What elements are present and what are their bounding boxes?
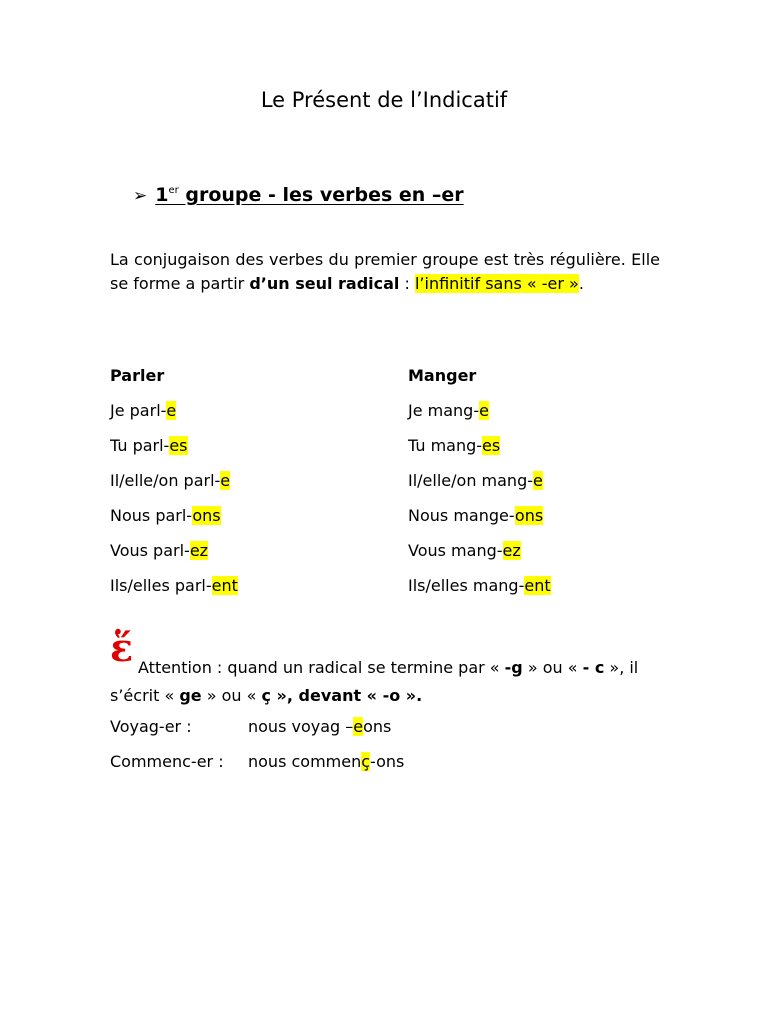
stem: Ils/elles parl- (110, 576, 212, 595)
ending: e (533, 471, 543, 490)
attention-text: Attention : quand un radical se termine par « (138, 658, 505, 677)
page-title: Le Présent de l’Indicatif (260, 88, 508, 112)
ending: ez (189, 541, 209, 560)
ending: e (479, 401, 489, 420)
intro-highlight: l’infinitif sans « -er » (414, 274, 579, 293)
example-highlight: e (353, 717, 364, 736)
ending: ent (211, 576, 238, 595)
stem: Tu mang- (408, 436, 483, 455)
heading-number: 1 (155, 184, 169, 206)
stem: Vous parl- (110, 541, 190, 560)
intro-text-1: La conjugaison des verbes du premier groupe est très régulière. Elle se forme a partir (110, 250, 660, 293)
attention-text: ». (400, 686, 423, 705)
ending: e (166, 401, 177, 420)
intro-text-2: : (399, 274, 415, 293)
example-row (110, 752, 404, 771)
parler-header: Parler (110, 366, 165, 385)
attention-text: », il s’écrit « (110, 658, 639, 705)
example-after: -ons (370, 752, 405, 771)
conjugation-row (408, 540, 551, 575)
stem: Je parl- (110, 401, 167, 420)
warning-symbol-icon: ἕ (110, 625, 134, 670)
example-after: ons (363, 717, 392, 736)
example-highlight: ç (361, 752, 371, 771)
attention-text: » ou « (201, 686, 262, 705)
ending: es (169, 436, 188, 455)
section-heading (133, 184, 464, 206)
attention-bold: -o (382, 686, 401, 705)
conjugation-row (408, 575, 551, 610)
conjugation-row (408, 435, 551, 470)
stem: Ils/elles mang- (408, 576, 525, 595)
conjugation-row (110, 400, 238, 435)
conjugation-row (110, 470, 238, 505)
stem: Nous parl- (110, 506, 193, 525)
attention-bold: - c (582, 658, 605, 677)
ending: ent (524, 576, 551, 595)
ending: e (220, 471, 231, 490)
conjugation-row (110, 540, 238, 575)
attention-bold: ç (261, 686, 271, 705)
conjugation-row (110, 505, 238, 540)
intro-end: . (578, 274, 584, 293)
conjugation-row (408, 400, 551, 435)
stem: Il/elle/on mang- (408, 471, 533, 490)
example-verb: Commenc-er : (110, 752, 224, 771)
conjugation-row (408, 505, 551, 540)
arrow-bullet-icon: ➢ (133, 186, 148, 206)
example-before: nous commen (248, 752, 362, 771)
attention-bold: -g (504, 658, 523, 677)
attention-bold: ge (179, 686, 202, 705)
example-verb: Voyag-er : (110, 717, 192, 736)
parler-column (110, 365, 238, 610)
heading-text: groupe - les verbes en –er (178, 184, 464, 206)
ending: es (482, 436, 501, 455)
example-before: nous voyag – (248, 717, 354, 736)
conjugation-row (408, 470, 551, 505)
ending: ons (514, 506, 544, 525)
attention-note (110, 654, 660, 710)
stem: Nous mange- (408, 506, 515, 525)
attention-text: », devant « (270, 686, 383, 705)
stem: Tu parl- (110, 436, 170, 455)
manger-column (408, 365, 551, 610)
conjugation-row (110, 575, 238, 610)
ending: ez (502, 541, 521, 560)
stem: Vous mang- (408, 541, 503, 560)
heading-superscript: er (168, 185, 179, 196)
ending: ons (192, 506, 221, 525)
example-row (110, 717, 391, 736)
stem: Il/elle/on parl- (110, 471, 221, 490)
conjugation-row (110, 435, 238, 470)
intro-bold: d’un seul radical (249, 274, 400, 293)
intro-paragraph (110, 248, 660, 296)
stem: Je mang- (408, 401, 480, 420)
attention-text: » ou « (522, 658, 583, 677)
manger-header: Manger (408, 366, 477, 385)
